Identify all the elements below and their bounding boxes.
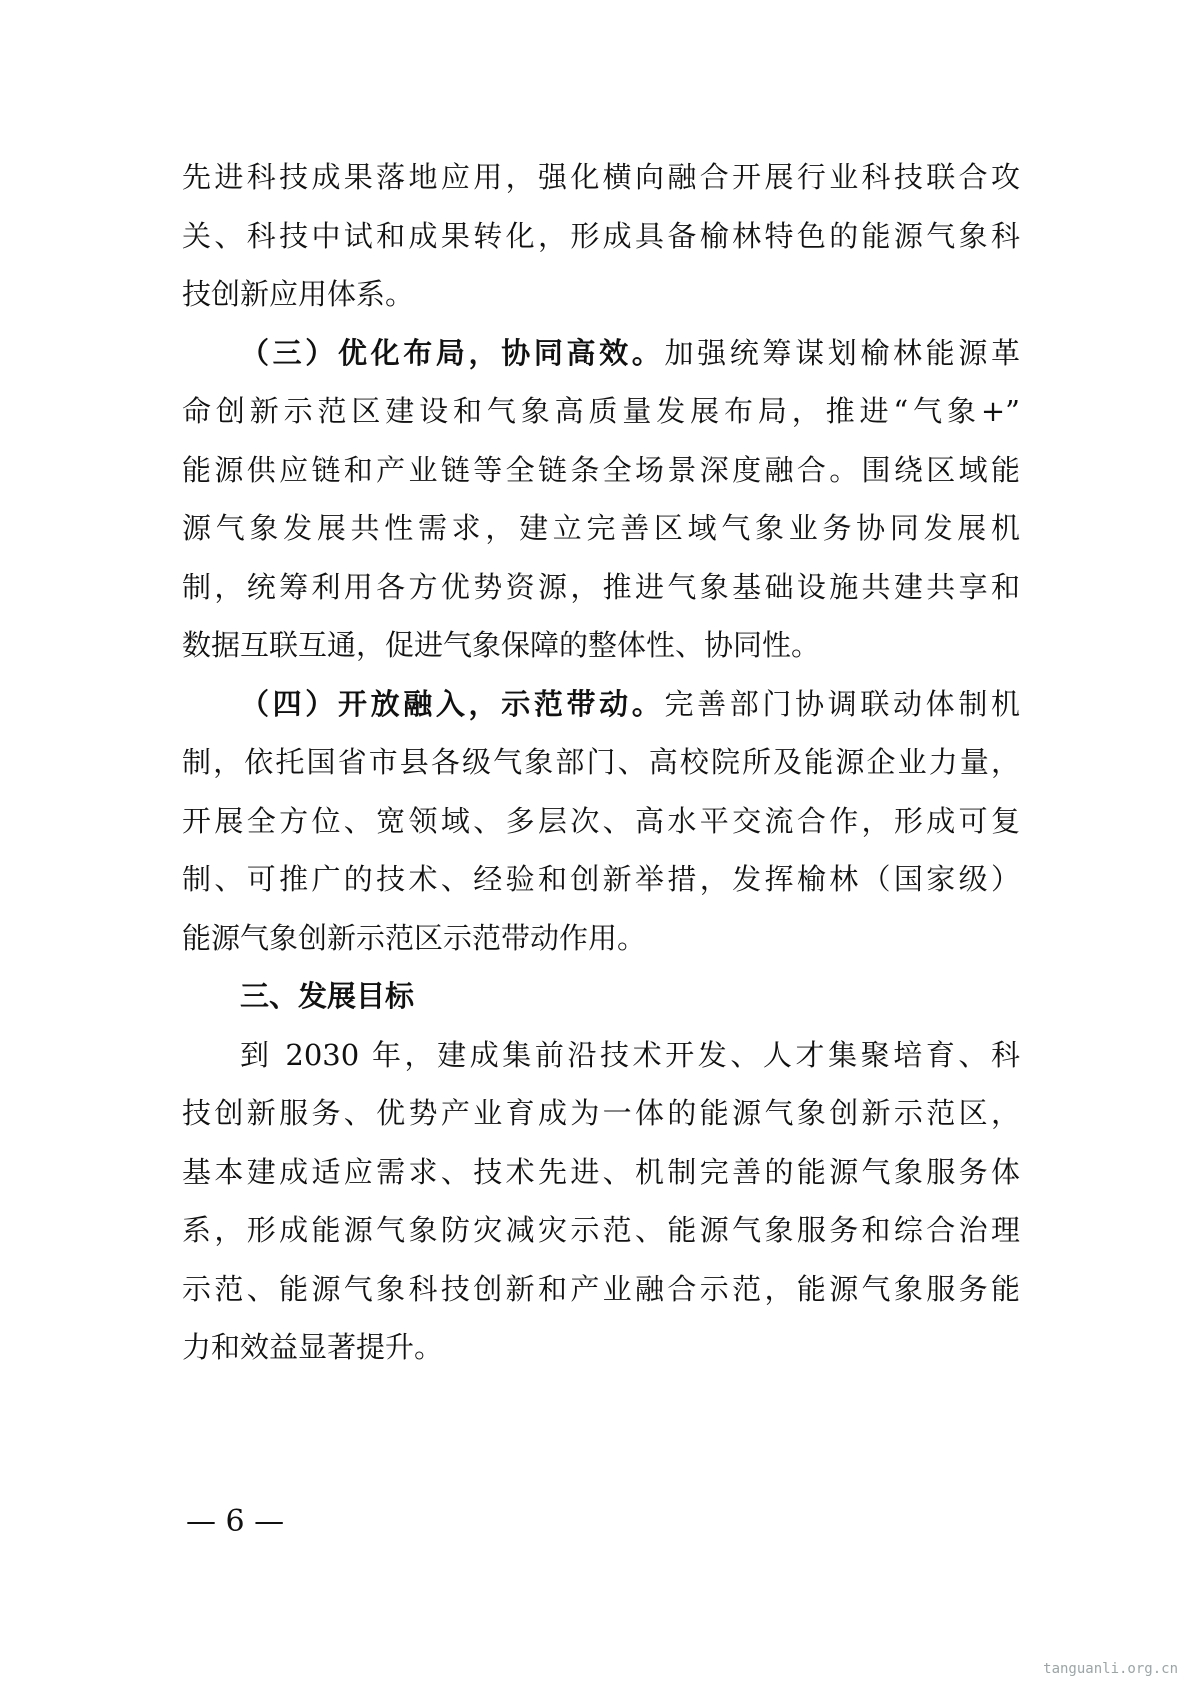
section-3-text: 加强统筹谋划榆林能源革 (664, 335, 1020, 370)
paragraph-line: 先进科技成果落地应用，强化横向融合开展行业科技联合攻 (182, 160, 1020, 194)
paragraph-line: 技创新应用体系。 (182, 277, 415, 311)
goals-first-line: 到 2030 年，建成集前沿技术开发、人才集聚培育、科 (240, 1037, 1020, 1072)
paragraph-line: 示范、能源气象科技创新和产业融合示范，能源气象服务能 (182, 1271, 1020, 1306)
paragraph-line: 制，统筹利用各方优势资源，推进气象基础设施共建共享和 (182, 569, 1020, 604)
document-body (182, 148, 1020, 1377)
paragraph-line: 制、可推广的技术、经验和创新举措，发挥榆林（国家级） (182, 862, 1020, 896)
section-3-first-line (182, 324, 1020, 383)
paragraph-line: 关、科技中试和成果转化，形成具备榆林特色的能源气象科 (182, 218, 1020, 253)
paragraph-line: 力和效益显著提升。 (182, 1330, 444, 1364)
paragraph-line: 数据互联互通，促进气象保障的整体性、协同性。 (182, 628, 821, 662)
section-3-heading: （三）优化布局，协同高效。 (240, 335, 665, 370)
paragraph-line: 技创新服务、优势产业育成为一体的能源气象创新示范区， (182, 1096, 1020, 1130)
section-4-text: 完善部门协调联动体制机 (664, 686, 1020, 721)
paragraph-line: 能源气象创新示范区示范带动作用。 (182, 920, 647, 955)
page-number: — 6 — (186, 1504, 285, 1539)
paragraph-line: 命创新示范区建设和气象高质量发展布局，推进“气象+” (182, 394, 1020, 428)
paragraph-line: 基本建成适应需求、技术先进、机制完善的能源气象服务体 (182, 1154, 1020, 1189)
section-4-first-line (182, 675, 1020, 734)
paragraph-line: 制，依托国省市县各级气象部门、高校院所及能源企业力量， (182, 745, 1020, 779)
paragraph-line: 能源供应链和产业链等全链条全场景深度融合。围绕区域能 (182, 452, 1020, 487)
paragraph-line: 系，形成能源气象防灾减灾示范、能源气象服务和综合治理 (182, 1213, 1020, 1247)
goals-heading: 三、发展目标 (240, 979, 415, 1013)
paragraph-line: 开展全方位、宽领域、多层次、高水平交流合作，形成可复 (182, 803, 1020, 838)
paragraph-line: 源气象发展共性需求，建立完善区域气象业务协同发展机 (182, 511, 1020, 545)
section-4-heading: （四）开放融入，示范带动。 (240, 686, 665, 721)
watermark: tanguanli.org.cn (1043, 1661, 1178, 1677)
